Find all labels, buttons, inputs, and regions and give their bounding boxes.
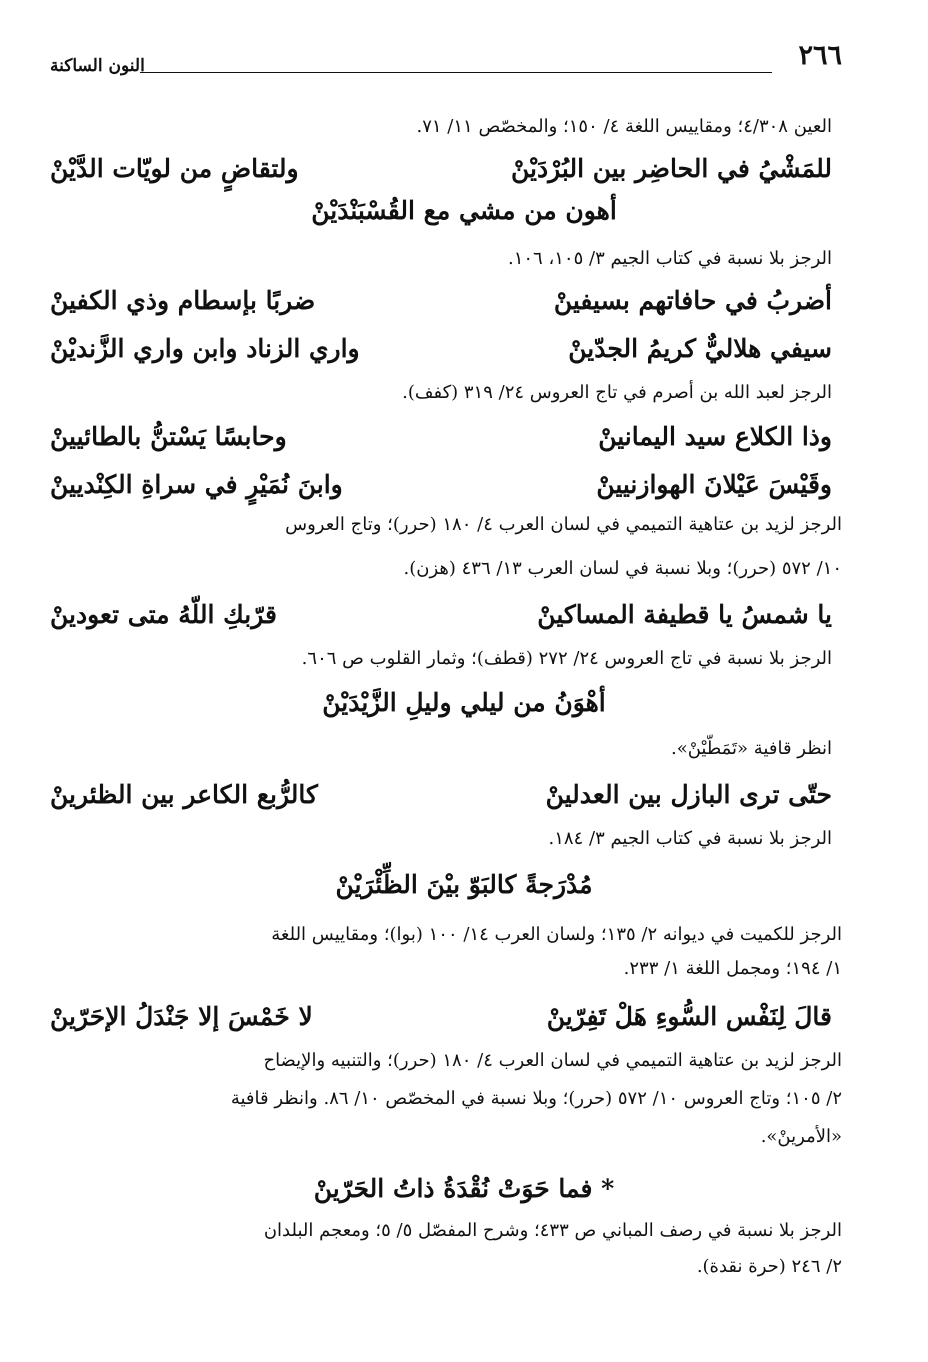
verse-hemistich-right: قالَ لِنَفْس السُّوءِ هَلْ تَفِرّينْ [546, 1002, 832, 1031]
verse-hemistich-left: وحابسًا يَسْتنُّ بالطائيينْ [50, 422, 287, 451]
verse-centered: أهون من مشي مع القُسْبَنْدَيْنْ [311, 196, 617, 225]
verse-hemistich-left: واري الزناد وابن واري الزَّنديْنْ [50, 334, 360, 363]
verse-hemistich-right: وذا الكلاع سيد اليمانينْ [598, 422, 832, 451]
verse-hemistich-right: سيفي هلاليٌّ كريمُ الجدّينْ [568, 334, 832, 363]
running-title: النون الساكنة [50, 56, 145, 76]
verse-hemistich-right: وقَيْسَ عَيْلانَ الهوازنيينْ [596, 470, 832, 499]
verse-hemistich-right: حتّى ترى البازل بين العدلينْ [545, 780, 832, 809]
verse-hemistich-left: وابنَ نُمَيْرٍ في سراةِ الكِنْديينْ [50, 470, 343, 499]
note-line: الرجز لزيد بن عتاهية التميمي في لسان العرب ٤/ ١٨٠ (حرر)؛ والتنبيه والإيضاح [263, 1050, 842, 1071]
verse-hemistich-left: ضربًا بإسطام وذي الكفينْ [50, 286, 316, 315]
note-line: انظر قافية «تَمَطّيْنْ». [671, 738, 832, 759]
verse-centered: مُدْرَجةً كالبَوّ بيْنَ الظِّئْرَيْنْ [335, 870, 593, 899]
note-line: العين ٤/٣٠٨؛ ومقاييس اللغة ٤/ ١٥٠؛ والمخصّص ١١/ ٧١. [416, 116, 832, 137]
note-line: ٢/ ٢٤٦ (حرة نقدة). [696, 1256, 842, 1277]
verse-hemistich-left: لا خَمْسَ إلا جَنْدَلُ الإحَرّينْ [50, 1002, 313, 1031]
note-line: الرجز لعبد الله بن أصرم في تاج العروس ٢٤/ ٣١٩ (كفف). [402, 382, 832, 403]
verse-hemistich-right: للمَشْيُ في الحاضِر بين البُرْدَيْنْ [511, 154, 832, 183]
note-line: ١/ ١٩٤؛ ومجمل اللغة ١/ ٢٣٣. [623, 958, 842, 979]
verse-hemistich-left: قرّبكِ اللّهُ متى تعودينْ [50, 600, 277, 629]
page-header [50, 40, 842, 84]
verse-hemistich-left: ولتقاضٍ من لويّات الدَّيْنْ [50, 154, 299, 183]
verse-hemistich-right: أضربُ في حافاتهم بسيفينْ [553, 286, 832, 315]
page-number: ٢٦٦ [798, 40, 842, 71]
verse-hemistich-left: كالرُّبع الكاعر بين الظئرينْ [50, 780, 318, 809]
note-line: الرجز لزيد بن عتاهية التميمي في لسان العرب ٤/ ١٨٠ (حرر)؛ وتاج العروس [285, 514, 842, 535]
verse-hemistich-right: يا شمسُ يا قطيفة المساكينْ [537, 600, 832, 629]
note-line: الرجز بلا نسبة في رصف المباني ص ٤٣٣؛ وشرح المفصّل ٥/ ٥؛ ومعجم البلدان [263, 1220, 842, 1241]
note-line: الرجز للكميت في ديوانه ٢/ ١٣٥؛ ولسان العرب ١٤/ ١٠٠ (بوا)؛ ومقاييس اللغة [271, 924, 842, 945]
note-line: ٢/ ١٠٥؛ وتاج العروس ١٠/ ٥٧٢ (حرر)؛ وبلا نسبة في المخصّص ١٠/ ٨٦. وانظر قافية [230, 1088, 842, 1109]
note-line: «الأمرينْ». [760, 1126, 842, 1147]
note-line: الرجز بلا نسبة في كتاب الجيم ٣/ ١٨٤. [548, 828, 832, 849]
verse-centered: أهْوَنُ من ليلي وليلِ الزَّيْدَيْنْ [322, 688, 606, 717]
note-line: ١٠/ ٥٧٢ (حرر)؛ وبلا نسبة في لسان العرب ١٣/ ٤٣٦ (هزن). [403, 558, 842, 579]
header-rule [140, 72, 772, 73]
note-line: الرجز بلا نسبة في كتاب الجيم ٣/ ١٠٥، ١٠٦. [507, 248, 832, 269]
verse-centered: * فما حَوَتْ نُقْدَةُ ذاتُ الحَرّينْ [313, 1174, 615, 1203]
note-line: الرجز بلا نسبة في تاج العروس ٢٤/ ٢٧٢ (قطف)؛ وثمار القلوب ص ٦٠٦. [301, 648, 832, 669]
